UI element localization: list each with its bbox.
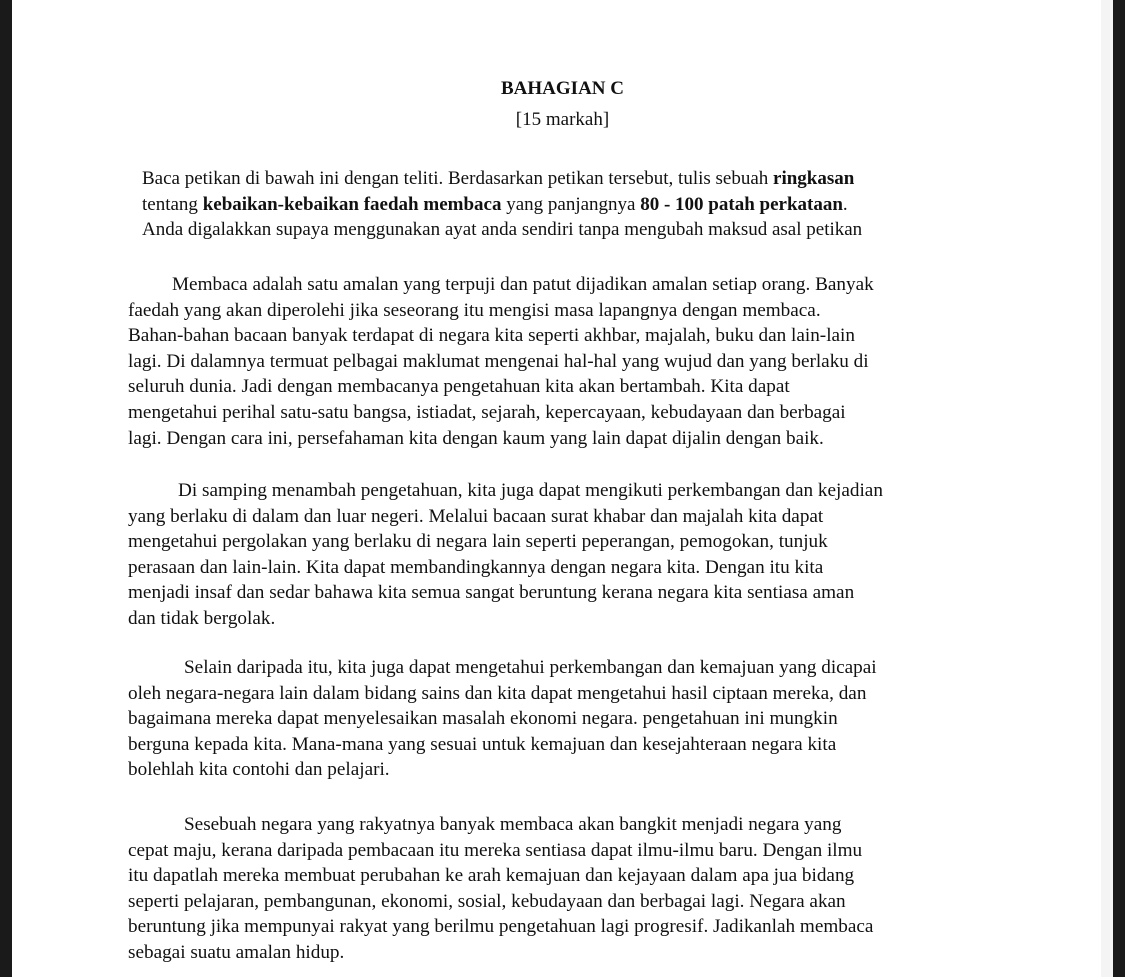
paragraph-line: oleh negara-negara lain dalam bidang sains dan kita dapat mengetahui hasil ciptaan mereka, dan [128, 682, 867, 704]
instructions-bold-text: ringkasan [773, 168, 855, 189]
instructions-text: tentang [142, 193, 203, 215]
document-page [12, 0, 1113, 977]
instructions-text: Baca petikan di bawah ini dengan teliti. Berdasarkan petikan tersebut, tulis sebuah [142, 168, 774, 189]
paragraph-line: mengetahui perihal satu-satu bangsa, istiadat, sejarah, kepercayaan, kebudayaan dan berbagai [128, 401, 846, 423]
instructions-text: yang panjangnya [501, 193, 641, 215]
paragraph-line: cepat maju, kerana daripada pembacaan itu mereka sentiasa dapat ilmu-ilmu baru. Dengan ilmu [128, 839, 863, 861]
paragraph-line: menjadi insaf dan sedar bahawa kita semua sangat beruntung kerana negara kita sentiasa aman [128, 582, 855, 604]
paragraph-line: berguna kepada kita. Mana-mana yang sesuai untuk kemajuan dan kesejahteraan negara kita [128, 733, 837, 755]
page-edge [1101, 0, 1113, 977]
paragraph-line: dan tidak bergolak. [128, 607, 276, 629]
section-title: BAHAGIAN C [501, 78, 624, 99]
paragraph-line: Di samping menambah pengetahuan, kita juga dapat mengikuti perkembangan dan kejadian [178, 480, 883, 501]
passage-paragraph-1 [128, 272, 1008, 451]
paragraph-line: seluruh dunia. Jadi dengan membacanya pengetahuan kita akan bertambah. Kita dapat [128, 376, 790, 398]
instructions [142, 166, 1002, 243]
paragraph-line: yang berlaku di dalam dan luar negeri. Melalui bacaan surat khabar dan majalah kita dapat [128, 505, 824, 527]
passage-paragraph-2 [128, 478, 1008, 632]
section-marks: [15 markah] [515, 109, 610, 130]
paragraph-line: beruntung jika mempunyai rakyat yang berilmu pengetahuan lagi progresif. Jadikanlah membaca [128, 916, 874, 938]
instructions-text: . [842, 193, 848, 215]
paragraph-line: seperti pelajaran, pembangunan, ekonomi, sosial, kebudayaan dan berbagai lagi. Negara akan [128, 890, 846, 912]
instructions-bold-text: 80 - 100 patah perkataan [640, 193, 843, 215]
paragraph-line: sebagai suatu amalan hidup. [128, 941, 345, 963]
paragraph-line: bagaimana mereka dapat menyelesaikan masalah ekonomi negara. pengetahuan ini mungkin [128, 708, 838, 730]
paragraph-line: Membaca adalah satu amalan yang terpuji dan patut dijadikan amalan setiap orang. Banyak [172, 274, 874, 295]
paragraph-line: Sesebuah negara yang rakyatnya banyak membaca akan bangkit menjadi negara yang [184, 814, 842, 835]
paragraph-line: perasaan dan lain-lain. Kita dapat membandingkannya dengan negara kita. Dengan itu kita [128, 556, 824, 578]
instructions-bold-text: kebaikan-kebaikan faedah membaca [202, 193, 502, 215]
paragraph-line: lagi. Dengan cara ini, persefahaman kita dengan kaum yang lain dapat dijalin dengan baik. [128, 427, 824, 449]
instructions-line [142, 192, 1002, 218]
paragraph-line: lagi. Di dalamnya termuat pelbagai maklumat mengenai hal-hal yang wujud dan yang berlaku di [128, 350, 869, 372]
paragraph-line: Selain daripada itu, kita juga dapat mengetahui perkembangan dan kemajuan yang dicapai [184, 657, 877, 678]
instructions-line: Anda digalakkan supaya menggunakan ayat anda sendiri tanpa mengubah maksud asal petikan [142, 219, 863, 240]
paragraph-line: mengetahui pergolakan yang berlaku di negara lain seperti peperangan, pemogokan, tunjuk [128, 531, 828, 553]
paragraph-line: itu dapatlah mereka membuat perubahan ke arah kemajuan dan kejayaan dalam apa jua bidang [128, 865, 855, 887]
passage-paragraph-4 [128, 812, 1008, 966]
paragraph-line: bolehlah kita contohi dan pelajari. [128, 759, 390, 781]
passage-paragraph-3 [128, 655, 1008, 783]
paragraph-line: Bahan-bahan bacaan banyak terdapat di negara kita seperti akhbar, majalah, buku dan lain-lain [128, 325, 855, 347]
paragraph-line: faedah yang akan diperolehi jika seseorang itu mengisi masa lapangnya dengan membaca. [128, 299, 821, 321]
instructions-line [142, 166, 1002, 192]
